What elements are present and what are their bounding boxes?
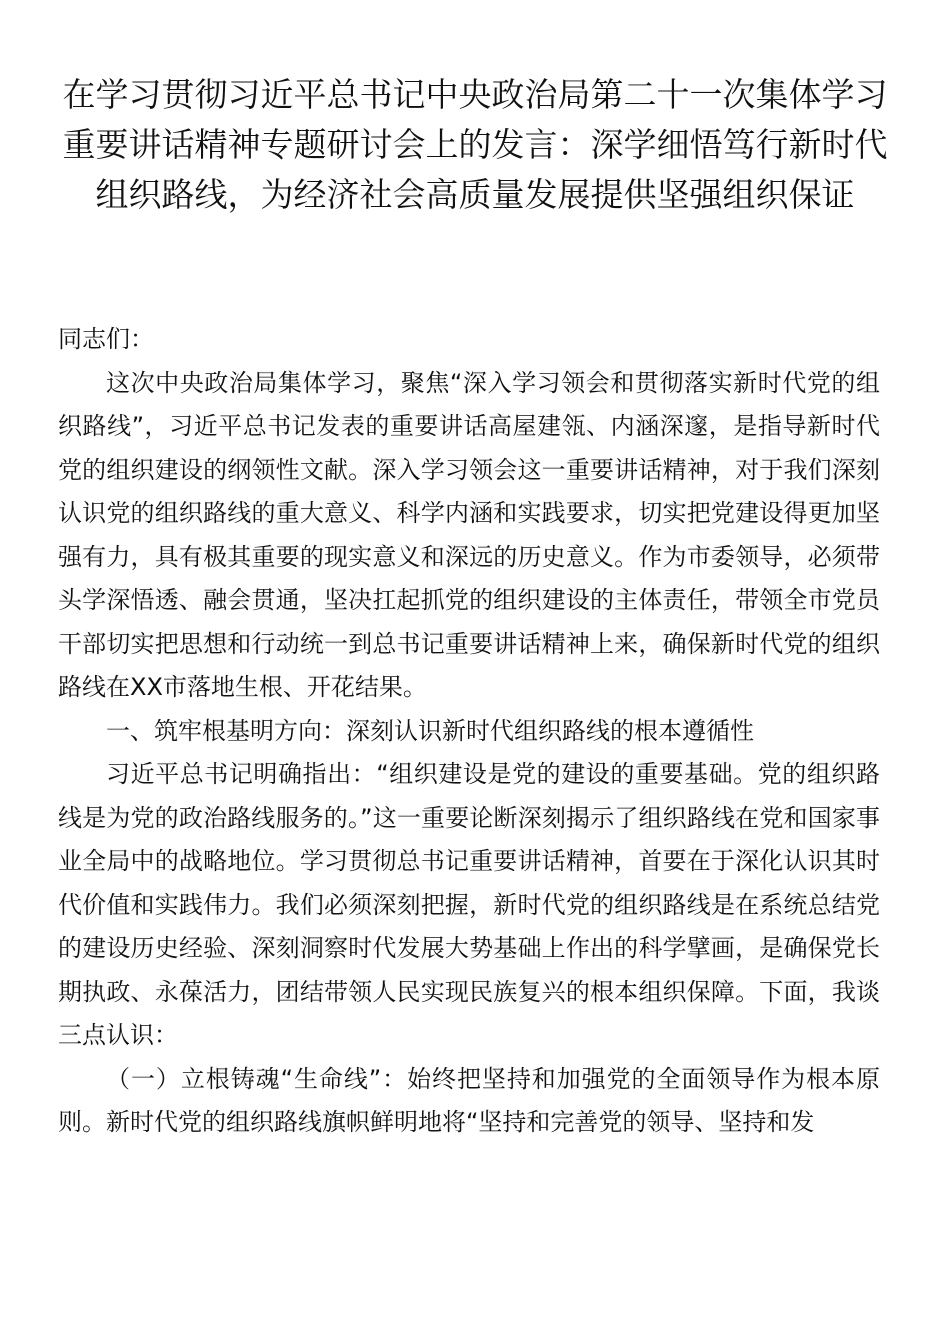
section-heading-1: 一、筑牢根基明方向：深刻认识新时代组织路线的根本遵循性 bbox=[106, 716, 754, 745]
document-title: 在学习贯彻习近平总书记中央政治局第二十一次集体学习重要讲话精神专题研讨会上的发言：深学细悟笃行新时代组织路线，为经济社会高质量发展提供坚强组织保证 bbox=[62, 75, 888, 214]
document-body bbox=[58, 318, 880, 1145]
salutation: 同志们： bbox=[58, 325, 154, 353]
paragraph-section-1: 习近平总书记明确指出：“组织建设是党的建设的重要基础。党的组织路线是为党的政治路线服务的。”这一重要论断深刻揭示了组织路线在党和国家事业全局中的战略地位。学习贯彻总书记重要讲话精神，首要在于深化认识其时代价值和实践伟力。我们必须深刻把握，新时代党的组织路线是在系统总结党的建设历史经验、深刻洞察时代发展大势基础上作出的科学擘画，是确保党长期执政、永葆活力，团结带领人民实现民族复兴的根本组织保障。下面，我谈三点认识： bbox=[58, 760, 880, 1049]
paragraph-intro: 这次中央政治局集体学习，聚焦“深入学习领会和贯彻落实新时代党的组织路线”，习近平总书记发表的重要讲话高屋建瓴、内涵深邃，是指导新时代党的组织建设的纲领性文献。深入学习领会这一重要讲话精神，对于我们深刻认识党的组织路线的重大意义、科学内涵和实践要求，切实把党建设得更加坚强有力，具有极其重要的现实意义和深远的历史意义。作为市委领导，必须带头学深悟透、融会贯通，坚决扛起抓党的组织建设的主体责任，带领全市党员干部切实把思想和行动统一到总书记重要讲话精神上来，确保新时代党的组织路线在XX市落地生根、开花结果。 bbox=[58, 368, 880, 701]
paragraph-subsection-1: （一）立根铸魂“生命线”：始终把坚持和加强党的全面领导作为根本原则。新时代党的组织路线旗帜鲜明地将“坚持和完善党的领导、坚持和发 bbox=[58, 1064, 880, 1136]
